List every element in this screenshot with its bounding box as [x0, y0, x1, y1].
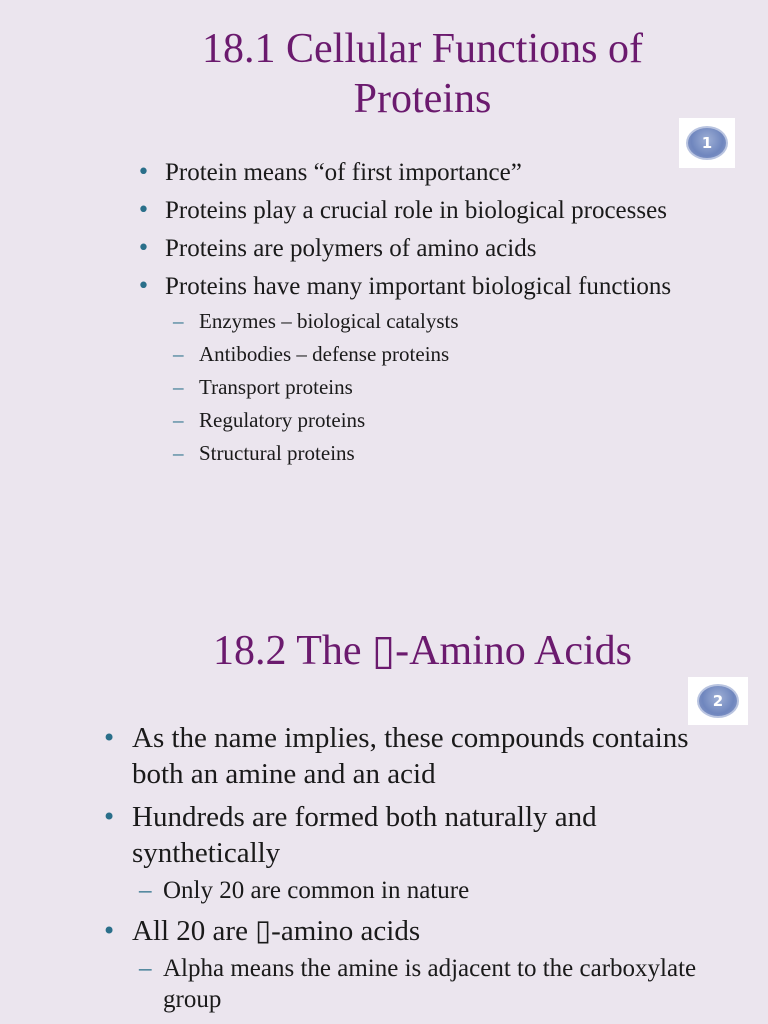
- dash-icon: –: [139, 955, 152, 982]
- bullet-item: [102, 799, 712, 906]
- dash-icon: –: [173, 342, 184, 366]
- bullet-text: All 20 are ▯-amino acids: [132, 915, 421, 947]
- bullet-item: [102, 720, 712, 792]
- slide-1-bullet-list: [137, 157, 677, 477]
- sub-bullet-item: [173, 404, 677, 437]
- numbered-circle-icon: [686, 126, 728, 160]
- bullet-item: [102, 913, 712, 1015]
- sub-bullet-text: Structural proteins: [199, 441, 355, 465]
- bullet-dot-icon: •: [137, 274, 150, 299]
- badge-number: 1: [701, 134, 713, 152]
- bullet-item: [137, 233, 677, 264]
- bullet-item: [137, 271, 677, 470]
- sub-bullet-item: [173, 338, 677, 371]
- slide-1-title: 18.1 Cellular Functions of Proteins: [202, 26, 643, 123]
- sub-bullet-list: [173, 305, 677, 470]
- badge-number: 2: [712, 692, 724, 710]
- dash-icon: –: [173, 375, 184, 399]
- sub-bullet-text: Only 20 are common in nature: [163, 877, 470, 904]
- slide-2-title: 18.2 The ▯-Amino Acids: [213, 628, 632, 674]
- bullet-item: [137, 195, 677, 226]
- slide-number-badge-1: [679, 118, 735, 168]
- bullet-item: [137, 157, 677, 188]
- bullet-text: Proteins are polymers of amino acids: [165, 235, 537, 262]
- numbered-circle-icon: [697, 684, 739, 718]
- sub-bullet-text: Antibodies – defense proteins: [199, 342, 450, 366]
- sub-bullet-item: [139, 875, 712, 906]
- bullet-dot-icon: •: [137, 198, 150, 223]
- sub-bullet-item: [173, 437, 677, 470]
- slide-2: [0, 580, 768, 1024]
- dash-icon: –: [173, 441, 184, 465]
- sub-bullet-item: [173, 305, 677, 338]
- sub-bullet-item: [173, 371, 677, 404]
- bullet-text: Protein means “of first importance”: [165, 159, 522, 186]
- sub-bullet-text: Regulatory proteins: [199, 408, 366, 432]
- sub-bullet-list: [139, 953, 712, 1015]
- slide-2-bullet-list: [102, 720, 712, 1022]
- bullet-text: Proteins play a crucial role in biological processes: [165, 197, 667, 224]
- sub-bullet-text: Enzymes – biological catalysts: [199, 309, 459, 333]
- dash-icon: –: [139, 877, 152, 904]
- sub-bullet-text: Transport proteins: [199, 375, 353, 399]
- sub-bullet-list: [139, 875, 712, 906]
- bullet-dot-icon: •: [102, 917, 117, 945]
- dash-icon: –: [173, 408, 184, 432]
- bullet-dot-icon: •: [102, 803, 117, 831]
- dash-icon: –: [173, 309, 184, 333]
- bullet-dot-icon: •: [102, 724, 117, 752]
- sub-bullet-text: Alpha means the amine is adjacent to the carboxylate group: [163, 955, 697, 1013]
- bullet-text: Proteins have many important biological functions: [165, 273, 672, 300]
- bullet-dot-icon: •: [137, 160, 150, 185]
- bullet-dot-icon: •: [137, 236, 150, 261]
- bullet-text: Hundreds are formed both naturally and synthetically: [132, 801, 597, 869]
- slide-number-badge-2: [688, 677, 748, 725]
- sub-bullet-item: [139, 953, 712, 1015]
- bullet-text: As the name implies, these compounds contains both an amine and an acid: [132, 722, 689, 790]
